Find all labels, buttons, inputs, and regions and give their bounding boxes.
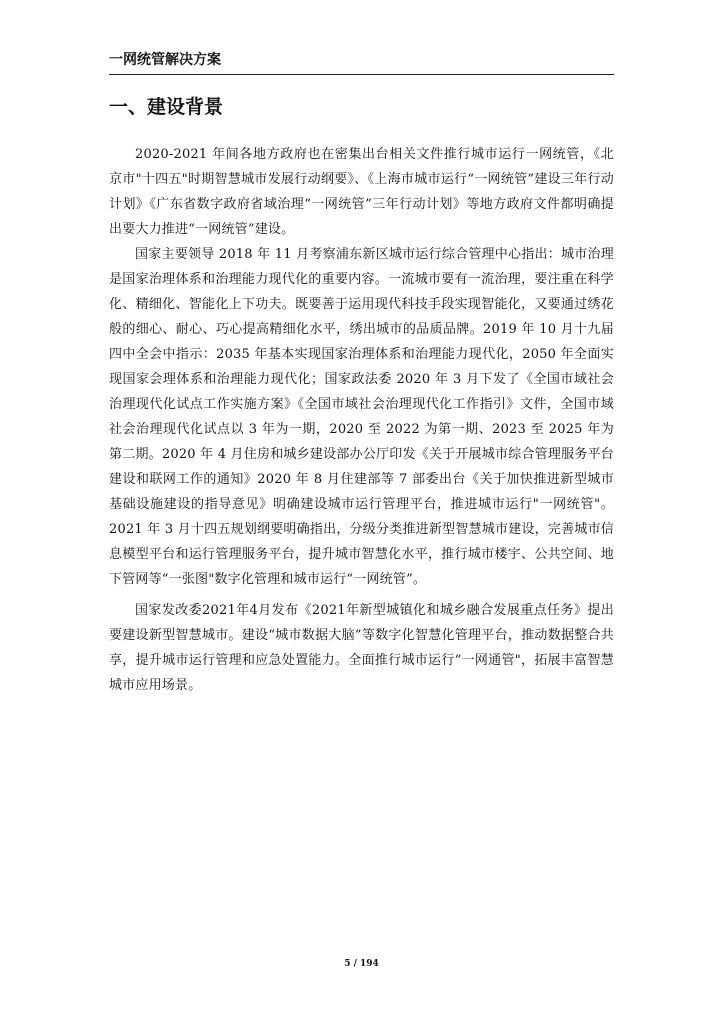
page-header [109,52,614,75]
paragraph: 国家主要领导 2018 年 11 月考察浦东新区城市运行综合管理中心指出：城市治理是国家治理体系和治理能力现代化的重要内容。一流城市要有一流治理，要注重在科学化、精细化、智能化上下功夫。既要善于运用现代科技手段实现智能化，又要通过绣花般的细心、耐心、巧心提高精细化水平，绣出城市的品质品牌。2019 年 10 月十九届四中全会中指示：2035 年基本实现国家治理体系和治理能力现代化，2050 年全面实现国家会理体系和治理能力现代化；国家政法委 2020 年 3 月下发了《全国市域社会治理现代化试点工作实施方案》《全国市域社会治理现代化工作指引》文件，全国市域社会治理现代化试点以 3 年为一期，2020 至 2022 为第一期、2023 至 2025 年为第二期。2020 年 4 月住房和城乡建设部办公厅印发《关于开展城市综合管理服务平台建设和联网工作的通知》2020 年 8 月住建部等 7 部委出台《关于加快推进新型城市基础设施建设的指导意见》明确建设城市运行管理平台，推进城市运行"一网统管"。2021 年 3 月十四五规划纲要明确指出，分级分类推进新型智慧城市建设，完善城市信息模型平台和运行管理服务平台，提升城市智慧化水平，推行城市楼宇、公共空间、地下管网等“一张图"数字化管理和城市运行“一网统管”。 [109,247,614,587]
body-text [109,142,614,698]
paragraph: 国家发改委2021年4月发布《2021年新型城镇化和城乡融合发展重点任务》提出要建设新型智慧城市。建设“城市数据大脑”等数字化智慧化管理平台，推动数据整合共享，提升城市运行管理和应急处置能力。全面推行城市运行“一网通管"，拓展丰富智慧城市应用场景。 [109,603,614,693]
header-title: 一网统管解决方案 [109,52,221,68]
page-number: 5 / 194 [344,959,379,969]
section-title: 一、建设背景 [109,96,224,118]
paragraph: 2020-2021 年间各地方政府也在密集出台相关文件推行城市运行一网统管，《北京市"十四五"时期智慧城市发展行动纲要》、《上海市城市运行“一网统管”建设三年行动计划》《广东省数字政府省域治理“一网统管”三年行动计划》等地方政府文件都明确提出要大力推进“一网统管”建设。 [109,147,614,237]
